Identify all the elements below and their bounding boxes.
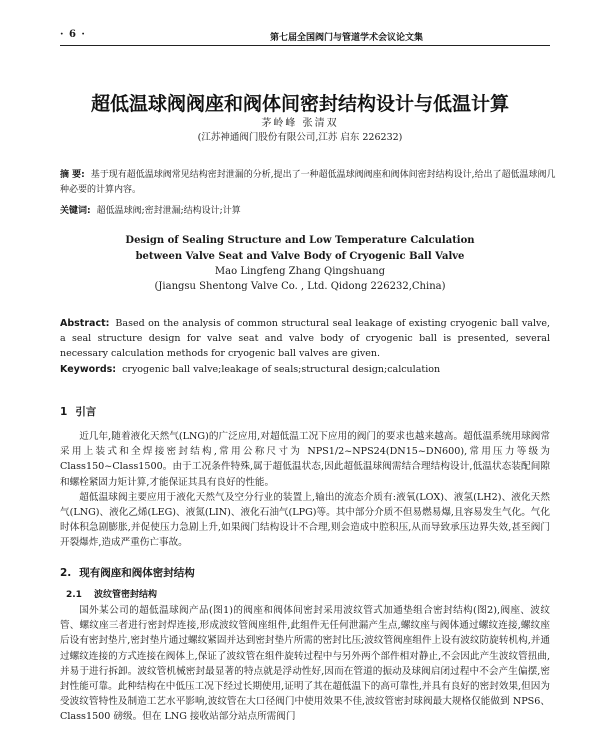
section-2-1-body [60,603,550,725]
english-title [0,233,600,265]
subsection-2-1-heading [66,587,157,600]
english-keywords [60,362,550,377]
english-abstract-label: Abstract: [60,318,110,329]
keywords-cn-text: 超低温球阀;密封泄漏;结构设计;计算 [96,206,241,216]
section-1-paragraph-1: 近几年,随着液化天然气(LNG)的广泛应用,对超低温工况下应用的阀门的要求也越来越高。超低温系统用球阀常采用上装式和全焊接密封结构,常用公称尺寸为 NPS1/2~NPS24(DN15~DN600),常用压力等级为 Class150~Class1500。由于工况条件特殊,属于超低温状态,因此超低温球阀需结合理结构设计,低温状态装配间隙和螺栓紧固力矩计算,才能保证其具有良好的性能。 [60,431,550,488]
english-abstract [60,316,550,361]
section-1-number: 1 [60,406,68,418]
keywords-cn [60,204,560,219]
abstract-cn-text: 基于现有超低温球阀常见结构密封泄漏的分析,提出了一种超低温球阀阀座和阀体间密封结构设计,给出了超低温球阀几种必要的计算内容。 [60,170,556,195]
section-2-title: 现有阀座和阀体密封结构 [79,567,195,579]
subsection-2-1-title: 波纹管密封结构 [93,590,157,600]
page-number: · 6 · [60,29,86,40]
section-1-paragraph-2: 超低温球阀主要应用于液化天然气及空分行业的装置上,输出的流态介质有:液氧(LOX)、液氢(LH2)、液化天然气(LNG)、液化乙烯(LEG)、液氮(LIN)、液化石油气(LPG)等。其中部分介质不但易燃易爆,且容易发生气化。气化时体积急剧膨胀,并促使压力急剧上升,如果阀门结构设计不合理,则会造成中腔积压,从而导致承压边界失效,甚至阀门开裂爆炸,造成严重伤亡事故。 [60,491,550,549]
section-2-heading [60,565,195,580]
abstract-cn [60,168,560,198]
english-authors: Mao Lingfeng Zhang Qingshuang [214,266,386,277]
section-2-number: 2. [60,567,72,579]
section-1-heading [60,404,96,419]
english-title-line2: between Valve Seat and Valve Body of Cryogenic Ball Valve [135,251,465,262]
section-1-body [60,429,550,551]
section-2-1-paragraph: 国外某公司的超低温球阀产品(图1)的阀座和阀体间密封采用波纹管式加通垫组合密封结构(图2),阀座、波纹管、螺纹座三者进行密封焊连接,形成波纹管阀座组件,此组件无任何泄漏产生点,螺纹座与阀体通过螺纹连接,螺纹座后设有密封垫片,密封垫片通过螺纹紧固并达到密封垫片所需的密封比压;波纹管阀座组件上设有波纹防旋转机构,并通过螺纹连接的方式连接在阀体上,保证了波纹管在组件旋转过程中与另外两个部件相对静止,不会因此产生波纹管扭曲,并易于进行拆卸。波纹管机械密封最显著的特点就是浮动性好,因而在管道的振动及球阀启闭过程中不会产生偏摆,密封性能可靠。此种结构在中低压工况下经过长期使用,证明了其在超低温下的高可靠性,并具有良好的密封效果,但因为受波纹管特性及制造工艺水平影响,波纹管在大口径阀门中使用效果不佳,波纹管密封球阀最大规格仅能做到 NPS6、Class1500 磅级。但在 LNG 接收站部分站点所需阀门 [60,605,550,723]
affiliation: (江苏神通阀门股份有限公司,江苏 启东 226232) [197,132,403,143]
subsection-2-1-number: 2.1 [66,590,82,600]
english-keywords-text: cryogenic ball valve;leakage of seals;structural design;calculation [122,364,441,375]
english-affiliation: (Jiangsu Shentong Valve Co. , Ltd. Qidong 226232,China) [154,281,446,292]
journal-title: 第七届全国阀门与管道学术会议论文集 [270,33,424,43]
section-1-title: 引言 [75,406,97,418]
english-abstract-text: Based on the analysis of common structural seal leakage of existing cryogenic ball valve, a seal structure design for valve seat and valve body of cryogenic ball is presented, several necessary calculation methods for cryogenic ball valves are given. [60,318,550,359]
authors: 茅岭峰 张清双 [261,118,339,129]
english-title-line1: Design of Sealing Structure and Low Temperature Calculation [125,235,475,246]
english-keywords-label: Keywords: [60,364,117,375]
paper-title: 超低温球阀阀座和阀体间密封结构设计与低温计算 [90,93,509,115]
abstract-cn-label: 摘 要: [60,170,85,180]
running-header [60,29,550,46]
keywords-cn-label: 关键词: [60,206,91,216]
